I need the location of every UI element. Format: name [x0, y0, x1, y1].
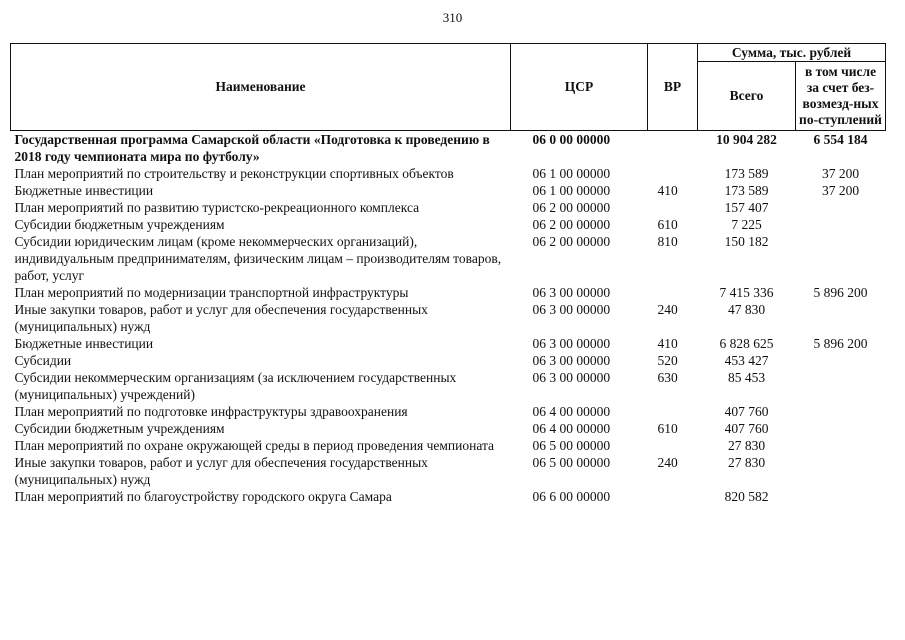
table-row: [11, 335, 886, 352]
header-name: Наименование: [11, 44, 511, 131]
row-name: План мероприятий по подготовке инфраструктуры здравоохранения: [14, 404, 408, 419]
table-body: [11, 131, 886, 506]
row-vr: 240: [657, 455, 678, 470]
row-free: [796, 352, 886, 369]
row-total: 453 427: [724, 353, 769, 368]
row-total: 157 407: [724, 200, 769, 215]
row-name: Субсидии бюджетным учреждениям: [14, 421, 225, 436]
row-name: Субсидии бюджетным учреждениям: [14, 217, 225, 232]
row-vr: 240: [657, 302, 678, 317]
row-csr: 06 4 00 00000: [532, 404, 611, 419]
row-total: 27 830: [727, 438, 766, 453]
row-free: [796, 199, 886, 216]
row-name: План мероприятий по благоустройству городского округа Самара: [14, 489, 392, 504]
row-csr: 06 4 00 00000: [532, 421, 611, 436]
row-total: 150 182: [724, 234, 769, 249]
row-name: План мероприятий по модернизации транспортной инфраструктуры: [14, 285, 409, 300]
row-free: [796, 403, 886, 420]
row-total: 10 904 282: [716, 132, 777, 147]
row-csr: 06 6 00 00000: [532, 489, 611, 504]
row-csr: 06 1 00 00000: [532, 166, 611, 181]
row-name: Иные закупки товаров, работ и услуг для обеспечения государственных (муниципальных) нужд: [14, 455, 428, 487]
row-vr: 410: [657, 336, 678, 351]
row-vr: [648, 199, 698, 216]
row-free: 5 896 200: [813, 285, 868, 300]
row-vr: [648, 165, 698, 182]
row-vr: 610: [657, 217, 678, 232]
row-total: 85 453: [727, 370, 766, 385]
table-row: [11, 369, 886, 403]
row-total: 173 589: [724, 183, 769, 198]
table-row: [11, 233, 886, 284]
row-csr: 06 5 00 00000: [532, 455, 611, 470]
row-total: 407 760: [724, 421, 769, 436]
row-total: 6 828 625: [719, 336, 774, 351]
header-total: Всего: [698, 62, 796, 131]
row-total: 47 830: [727, 302, 766, 317]
row-free: 37 200: [821, 183, 860, 198]
row-free: [796, 454, 886, 488]
row-vr: [648, 403, 698, 420]
table-row: [11, 301, 886, 335]
row-free: 37 200: [821, 166, 860, 181]
header-sum: Сумма, тыс. рублей: [698, 44, 886, 62]
row-name: План мероприятий по охране окружающей среды в период проведения чемпионата: [14, 438, 495, 453]
row-free: [796, 420, 886, 437]
row-vr: 410: [657, 183, 678, 198]
row-vr: [648, 437, 698, 454]
row-name: Субсидии: [14, 353, 72, 368]
row-csr: 06 3 00 00000: [532, 336, 611, 351]
row-vr: [648, 131, 698, 166]
table-row: [11, 199, 886, 216]
row-name: Бюджетные инвестиции: [14, 336, 154, 351]
row-csr: 06 2 00 00000: [532, 234, 611, 249]
row-vr: 810: [657, 234, 678, 249]
row-csr: 06 2 00 00000: [532, 217, 611, 232]
row-csr: 06 2 00 00000: [532, 200, 611, 215]
row-total: 7 415 336: [719, 285, 774, 300]
row-free: [796, 369, 886, 403]
row-csr: 06 3 00 00000: [532, 302, 611, 317]
row-total: 27 830: [727, 455, 766, 470]
table-row: [11, 165, 886, 182]
row-csr: 06 0 00 00000: [532, 132, 611, 147]
row-free: 6 554 184: [813, 132, 868, 147]
row-csr: 06 1 00 00000: [532, 183, 611, 198]
row-vr: 630: [657, 370, 678, 385]
table-row: [11, 454, 886, 488]
table-row: [11, 420, 886, 437]
row-free: 5 896 200: [813, 336, 868, 351]
row-vr: [648, 488, 698, 505]
table-row: [11, 352, 886, 369]
header-csr: ЦСР: [511, 44, 648, 131]
row-free: [796, 233, 886, 284]
table-row: [11, 403, 886, 420]
row-name: Бюджетные инвестиции: [14, 183, 154, 198]
row-csr: 06 5 00 00000: [532, 438, 611, 453]
row-vr: 520: [657, 353, 678, 368]
page-number: 310: [442, 10, 463, 25]
row-csr: 06 3 00 00000: [532, 353, 611, 368]
row-total: 407 760: [724, 404, 769, 419]
row-free: [796, 216, 886, 233]
table-row: [11, 131, 886, 166]
header-free: в том числе за счет без-возмезд-ных по-ступлений: [796, 62, 886, 131]
row-vr: [648, 284, 698, 301]
row-name: План мероприятий по строительству и реконструкции спортивных объектов: [14, 166, 454, 181]
table-header: [11, 44, 886, 131]
row-total: 7 225: [731, 217, 762, 232]
row-total: 173 589: [724, 166, 769, 181]
table-row: [11, 182, 886, 199]
row-vr: 610: [657, 421, 678, 436]
row-csr: 06 3 00 00000: [532, 370, 611, 385]
table-row: [11, 284, 886, 301]
row-name: План мероприятий по развитию туристско-рекреационного комплекса: [14, 200, 420, 215]
header-vr: ВР: [648, 44, 698, 131]
row-name: Иные закупки товаров, работ и услуг для обеспечения государственных (муниципальных) нужд: [14, 302, 428, 334]
row-name: Субсидии юридическим лицам (кроме некоммерческих организаций), индивидуальным предпринимателям, физическим лицам – производителям товаров, работ, услуг: [14, 234, 502, 283]
row-free: [796, 437, 886, 454]
budget-table: [10, 43, 886, 505]
table-row: [11, 437, 886, 454]
row-name: Субсидии некоммерческим организациям (за исключением государственных (муниципальных) учреждений): [14, 370, 457, 402]
row-total: 820 582: [724, 489, 769, 504]
table-row: [11, 216, 886, 233]
table-row: [11, 488, 886, 505]
row-name: Государственная программа Самарской области «Подготовка к проведению в 2018 году чемпионата мира по футболу»: [14, 132, 490, 164]
row-free: [796, 488, 886, 505]
row-free: [796, 301, 886, 335]
row-csr: 06 3 00 00000: [532, 285, 611, 300]
